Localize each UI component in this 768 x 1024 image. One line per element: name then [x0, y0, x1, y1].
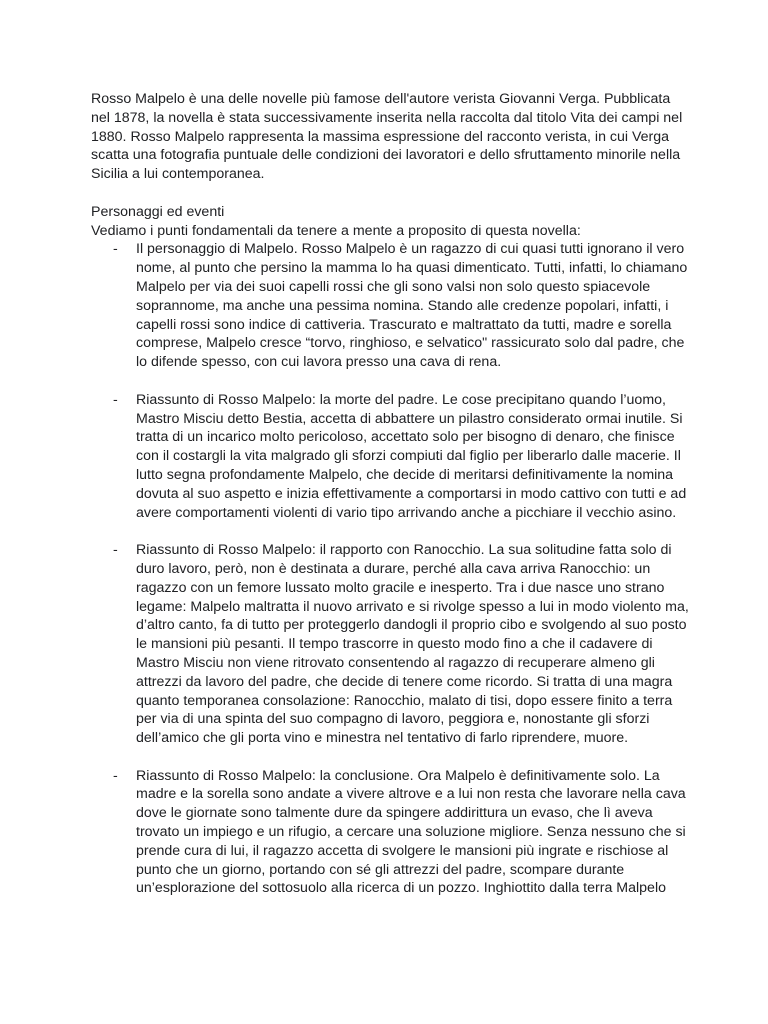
list-item — [91, 541, 691, 748]
bullet-marker: - — [113, 542, 118, 559]
paragraph-spacer — [91, 184, 691, 203]
section-intro: Vediamo i punti fondamentali da tenere a mente a proposito di questa novella: — [91, 222, 581, 239]
list-spacer — [91, 522, 691, 541]
list-item-text: Riassunto di Rosso Malpelo: la conclusione. Ora Malpelo è definitivamente solo. La madre e la sorella sono andate a vivere altrove e a lui non resta che lavorare nella cava dove le giornate sono talmente dure da spingere addirittura un evaso, che lì aveva trovato un impiego e un rifugio, a cercare una soluzione migliore. Senza nessuno che si prende cura di lui, il ragazzo accetta di svolgere le mansioni più ingrate e rischiose al punto che un giorno, portando con sé gli attrezzi del padre, scompare durante un’esplorazione del sottosuolo alla ricerca di un pozzo. Inghiottito dalla terra Malpelo — [136, 767, 686, 897]
list-spacer — [91, 372, 691, 391]
list-item — [91, 391, 691, 523]
bullet-marker: - — [113, 767, 118, 784]
list-item-text: Riassunto di Rosso Malpelo: la morte del padre. Le cose precipitano quando l’uomo, Mastro Misciu detto Bestia, accetta di abbattere un pilastro considerato ormai inutile. Si tratta di un incarico molto pericoloso, accettato solo per bisogno di denaro, che finisce con il costargli la vita malgrado gli sforzi compiuti dal figlio per liberarlo dalle macerie. Il lutto segna profondamente Malpelo, che decide di meritarsi definitivamente la nomina dovuta al suo aspetto e inizia effettivamente a comportarsi in modo cattivo con tutti e ad avere comportamenti violenti di vario tipo arrivando anche a picchiare il vecchio asino. — [136, 391, 687, 521]
list-item — [91, 240, 691, 372]
document-body — [91, 90, 691, 898]
bullet-marker: - — [113, 241, 118, 258]
bullet-marker: - — [113, 391, 118, 408]
list-spacer — [91, 748, 691, 767]
section-heading: Personaggi ed eventi — [91, 203, 225, 220]
intro-paragraph: Rosso Malpelo è una delle novelle più famose dell'autore verista Giovanni Verga. Pubblicata nel 1878, la novella è stata successivamente inserita nella raccolta dal titolo Vita dei campi nel 1880. Rosso Malpelo rappresenta la massima espressione del racconto verista, in cui Verga scatta una fotografia puntuale delle condizioni dei lavoratori e dello sfruttamento minorile nella Sicilia a lui contemporanea. — [91, 91, 683, 183]
list-item — [91, 767, 691, 899]
bullet-list — [91, 240, 691, 898]
list-item-text: Riassunto di Rosso Malpelo: il rapporto con Ranocchio. La sua solitudine fatta solo di duro lavoro, però, non è destinata a durare, perché alla cava arriva Ranocchio: un ragazzo con un femore lussato molto gracile e inesperto. Tra i due nasce uno strano legame: Malpelo maltratta il nuovo arrivato e si rivolge spesso a lui in modo violento ma, d’altro canto, fa di tutto per proteggerlo dandogli il proprio cibo e svolgendo al suo posto le mansioni più pesanti. Il tempo trascorre in questo modo fino a che il cadavere di Mastro Misciu non viene ritrovato consentendo al ragazzo di recuperare almeno gli attrezzi da lavoro del padre, che decide di tenere come ricordo. Si tratta di una magra quanto temporanea consolazione: Ranocchio, malato di tisi, dopo essere finito a terra per via di una spinta del suo compagno di lavoro, peggiora e, nonostante gli sforzi dell’amico che gli porta vino e minestra nel tentativo di farlo riprendere, muore. — [136, 542, 689, 747]
list-item-text: Il personaggio di Malpelo. Rosso Malpelo è un ragazzo di cui quasi tutti ignorano il vero nome, al punto che persino la mamma lo ha quasi dimenticato. Tutti, infatti, lo chiamano Malpelo per via dei suoi capelli rossi che gli sono valsi non solo questo spiacevole soprannome, ma anche una pessima nomina. Stando alle credenze popolari, infatti, i capelli rossi sono indice di cattiveria. Trascurato e maltrattato da tutti, madre e sorella comprese, Malpelo cresce “torvo, ringhioso, e selvatico" rassicurato solo dal padre, che lo difende spesso, con cui lavora presso una cava di rena. — [136, 241, 688, 371]
